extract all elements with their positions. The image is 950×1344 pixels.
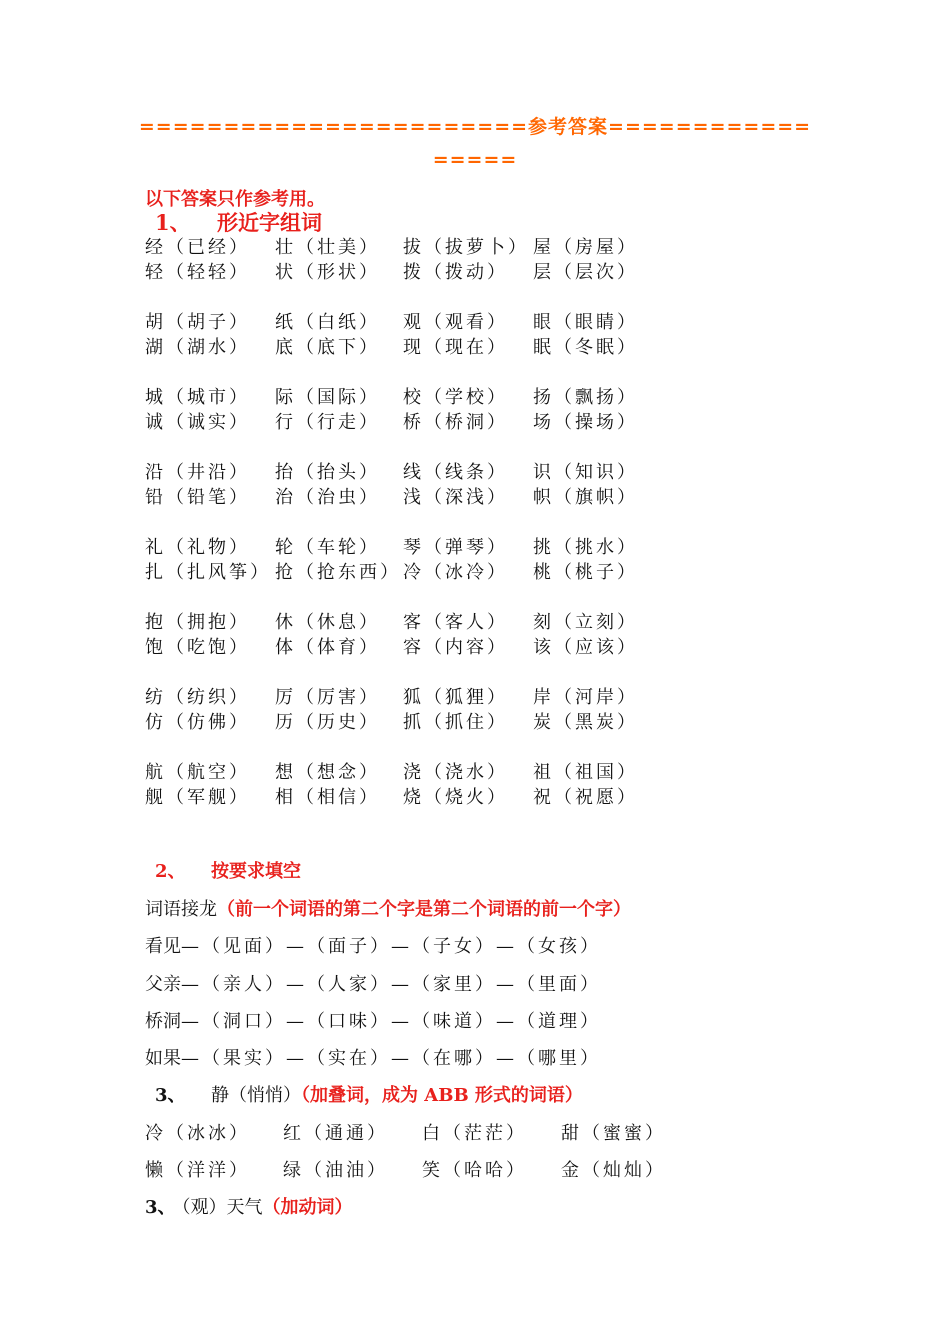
character-word-cell: 线（线条） <box>403 462 508 483</box>
abb-word: 懒（洋洋） <box>145 1160 250 1181</box>
character-word-cell: 治（治虫） <box>275 487 380 508</box>
word-chain-row <box>145 970 601 996</box>
character-word-cell: 客（客人） <box>403 612 508 633</box>
character-word-cell: 眠（冬眠） <box>533 337 638 358</box>
word-chain-row <box>145 1007 601 1033</box>
word-chain-row <box>145 932 601 958</box>
character-word-cell: 际（国际） <box>275 387 380 408</box>
character-word-cell: 想（想念） <box>275 762 380 783</box>
character-word-cell: 冷（冰冷） <box>403 562 508 583</box>
section-1-title: 形近字组词 <box>217 210 322 235</box>
character-word-cell: 礼（礼物） <box>145 537 250 558</box>
character-word-cell: 扎（扎风筝） <box>145 562 271 583</box>
abb-row <box>145 1119 745 1144</box>
chain-start: 父亲 <box>145 974 181 995</box>
character-word-cell: 祝（祝愿） <box>533 787 638 808</box>
character-word-cell: 扬（飘扬） <box>533 387 638 408</box>
character-word-cell: 挑（挑水） <box>533 537 638 558</box>
character-word-cell: 抢（抢东西） <box>275 562 401 583</box>
character-word-cell: 城（城市） <box>145 387 250 408</box>
character-word-cell: 湖（湖水） <box>145 337 250 358</box>
character-word-cell: 相（相信） <box>275 787 380 808</box>
character-word-cell: 纺（纺织） <box>145 687 250 708</box>
section-3-title: 静（悄悄） <box>211 1085 301 1106</box>
word-chain-instruction <box>145 895 631 921</box>
character-word-cell: 抱（拥抱） <box>145 612 250 633</box>
section-3-number: 3、 <box>155 1085 186 1106</box>
section-1-number: 1、 <box>155 210 191 235</box>
abb-word: 红（通通） <box>283 1123 388 1144</box>
chain-answers: —（果实）—（实在）—（在哪）—（哪里） <box>181 1048 601 1069</box>
character-word-cell: 航（航空） <box>145 762 250 783</box>
character-word-cell: 仿（仿佛） <box>145 712 250 733</box>
section-4-hint: （加动词） <box>262 1197 353 1218</box>
chain-start: 桥洞 <box>145 1011 181 1032</box>
character-word-cell: 祖（祖国） <box>533 762 638 783</box>
character-word-cell: 纸（白纸） <box>275 312 380 333</box>
character-word-cell: 休（休息） <box>275 612 380 633</box>
chain-start: 如果 <box>145 1048 181 1069</box>
section-2-title: 按要求填空 <box>211 861 301 882</box>
character-word-cell: 饱（吃饱） <box>145 637 250 658</box>
character-word-cell: 胡（胡子） <box>145 312 250 333</box>
character-word-cell: 历（历史） <box>275 712 380 733</box>
character-word-cell: 底（底下） <box>275 337 380 358</box>
character-word-cell: 拔（拔萝卜） <box>403 237 529 258</box>
abb-word: 甜（蜜蜜） <box>561 1123 666 1144</box>
section-4-title: （观）天气 <box>181 1197 263 1218</box>
character-word-cell: 铅（铅笔） <box>145 487 250 508</box>
answer-banner-line-1: =======================参考答案============ <box>138 116 812 138</box>
character-word-cell: 抬（抬头） <box>275 462 380 483</box>
word-chain-row <box>145 1044 601 1070</box>
chain-answers: —（洞口）—（口味）—（味道）—（道理） <box>181 1011 601 1032</box>
character-word-cell: 该（应该） <box>533 637 638 658</box>
character-word-cell: 经（已经） <box>145 237 250 258</box>
character-word-cell: 轮（车轮） <box>275 537 380 558</box>
character-word-cell: 眼（眼睛） <box>533 312 638 333</box>
character-word-cell: 场（操场） <box>533 412 638 433</box>
character-word-cell: 层（层次） <box>533 262 638 283</box>
character-word-cell: 狐（狐狸） <box>403 687 508 708</box>
abb-word: 白（茫茫） <box>422 1123 527 1144</box>
section-3-heading <box>145 1081 583 1107</box>
word-chain-label: 词语接龙 <box>145 899 217 920</box>
character-word-cell: 浅（深浅） <box>403 487 508 508</box>
character-word-cell: 沿（井沿） <box>145 462 250 483</box>
abb-word: 绿（油油） <box>283 1160 388 1181</box>
word-chain-hint: （前一个词语的第二个字是第二个词语的前一个字） <box>217 899 631 920</box>
chain-start: 看见 <box>145 936 181 957</box>
character-word-cell: 屋（房屋） <box>533 237 638 258</box>
character-word-cell: 琴（弹琴） <box>403 537 508 558</box>
section-3-hint: （加叠词，成为 ABB 形式的词语） <box>301 1085 583 1106</box>
character-word-cell: 校（学校） <box>403 387 508 408</box>
character-word-cell: 行（行走） <box>275 412 380 433</box>
abb-word: 笑（哈哈） <box>422 1160 527 1181</box>
character-word-cell: 帜（旗帜） <box>533 487 638 508</box>
character-word-cell: 桃（桃子） <box>533 562 638 583</box>
character-word-cell: 炭（黑炭） <box>533 712 638 733</box>
character-word-cell: 烧（烧火） <box>403 787 508 808</box>
character-word-cell: 诚（诚实） <box>145 412 250 433</box>
character-word-cell: 刻（立刻） <box>533 612 638 633</box>
character-word-cell: 桥（桥洞） <box>403 412 508 433</box>
character-word-cell: 岸（河岸） <box>533 687 638 708</box>
character-word-cell: 观（观看） <box>403 312 508 333</box>
character-word-cell: 舰（军舰） <box>145 787 250 808</box>
character-word-cell: 拨（拨动） <box>403 262 508 283</box>
character-word-cell: 现（现在） <box>403 337 508 358</box>
chain-answers: —（亲人）—（人家）—（家里）—（里面） <box>181 974 601 995</box>
answer-banner-line-2: ===== <box>432 149 518 171</box>
chain-answers: —（见面）—（面子）—（子女）—（女孩） <box>181 936 601 957</box>
character-word-cell: 体（体育） <box>275 637 380 658</box>
character-word-cell: 抓（抓住） <box>403 712 508 733</box>
abb-word: 冷（冰冰） <box>145 1123 250 1144</box>
section-2-heading <box>145 857 301 883</box>
character-word-cell: 容（内容） <box>403 637 508 658</box>
section-4-heading <box>145 1193 353 1219</box>
reference-note: 以下答案只作参考用。 <box>145 189 325 210</box>
character-word-cell: 厉（厉害） <box>275 687 380 708</box>
abb-row <box>145 1156 745 1181</box>
character-word-cell: 状（形状） <box>275 262 380 283</box>
character-word-cell: 轻（轻轻） <box>145 262 250 283</box>
abb-word: 金（灿灿） <box>561 1160 666 1181</box>
section-4-number: 3、 <box>145 1197 176 1218</box>
character-word-cell: 壮（壮美） <box>275 237 380 258</box>
character-word-cell: 识（知识） <box>533 462 638 483</box>
section-2-number: 2、 <box>155 861 186 882</box>
character-word-cell: 浇（浇水） <box>403 762 508 783</box>
